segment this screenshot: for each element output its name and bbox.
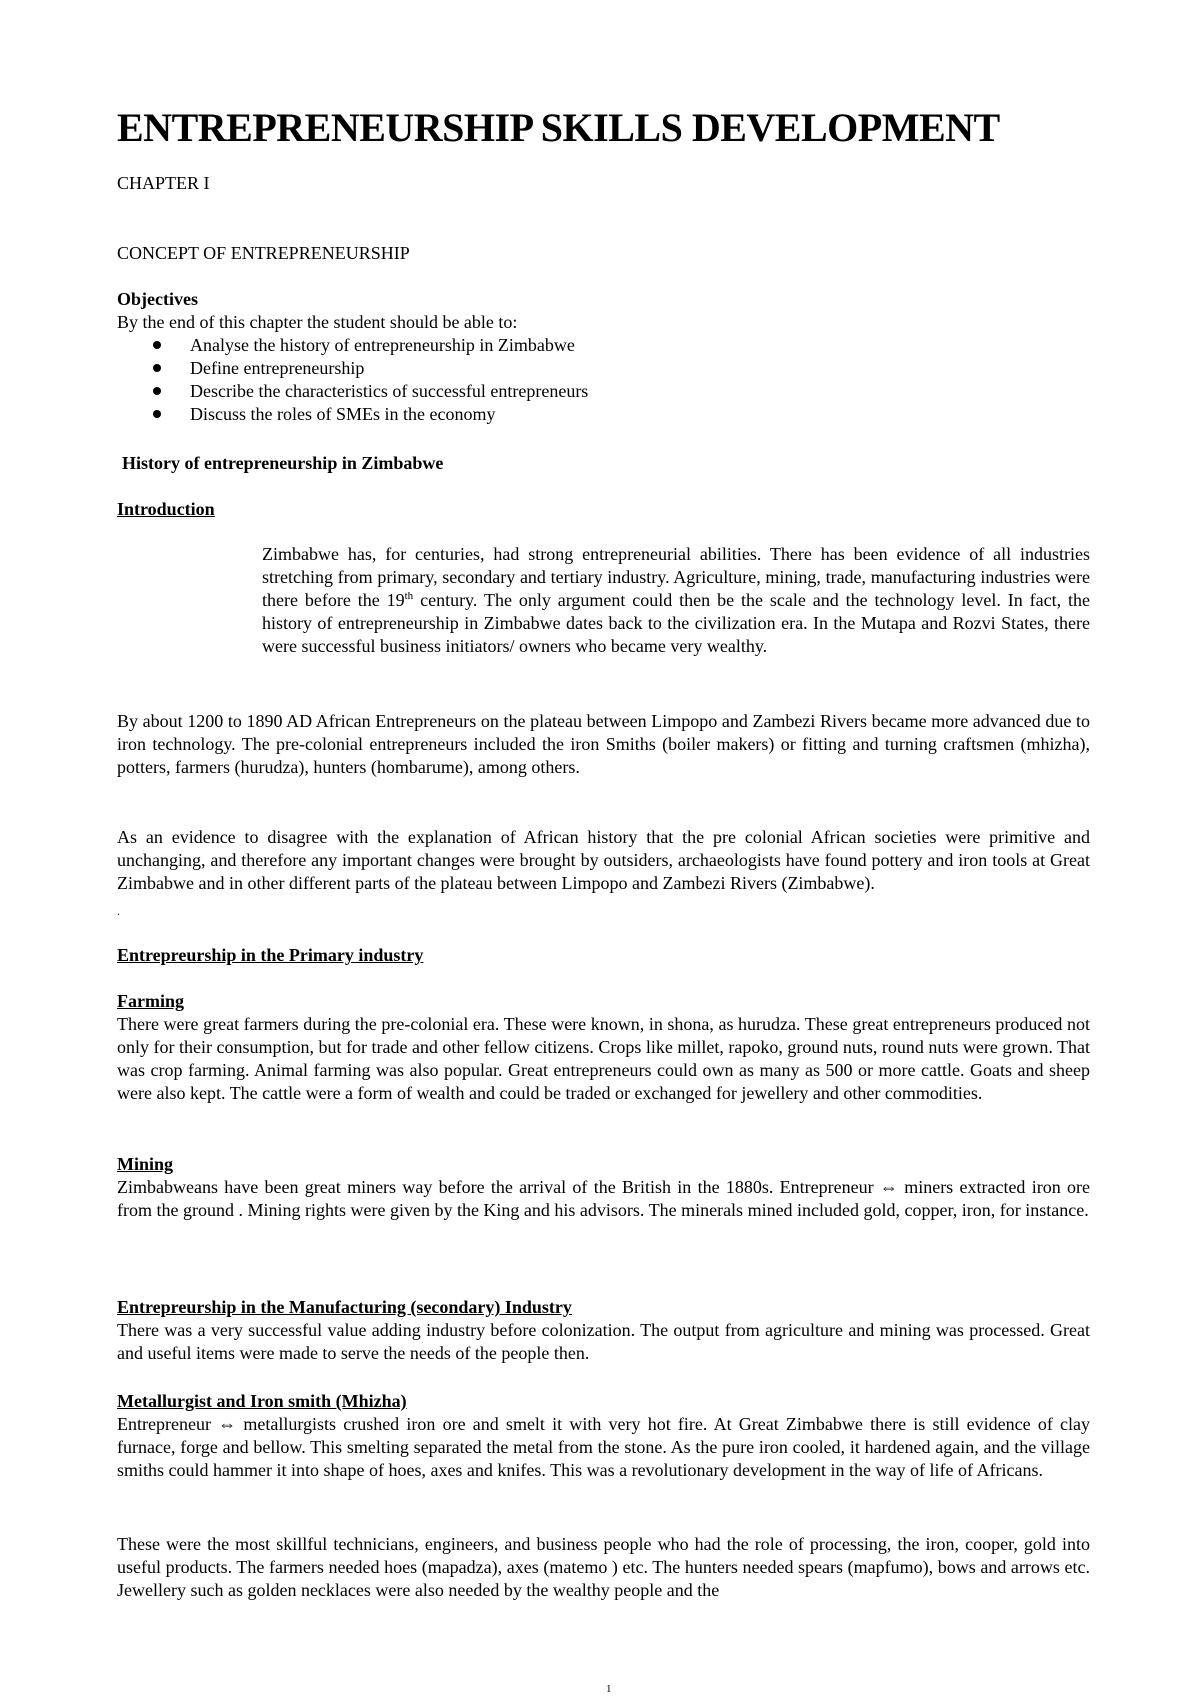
objectives-intro: By the end of this chapter the student should be able to:: [117, 312, 518, 332]
introduction-heading: Introduction: [117, 499, 215, 519]
manufacturing-section: [117, 1296, 1090, 1365]
double-arrow-icon: ⇔: [218, 1414, 237, 1434]
farming-heading: Farming: [117, 991, 184, 1011]
intro-paragraph-2: By about 1200 to 1890 AD African Entrepreneurs on the plateau between Limpopo and Zambezi Rivers became more advanced due to iron technology. The pre-colonial entrepreneurs included the iron Smiths (boiler makers) or fitting and turning craftsmen (mhizha), potters, farmers (hurudza), hunters (hombarume), among others.: [117, 711, 1090, 777]
document-title: ENTREPRENEURSHIP SKILLS DEVELOPMENT: [117, 105, 1000, 150]
mining-heading: Mining: [117, 1154, 174, 1174]
manufacturing-paragraph: There was a very successful value adding industry before colonization. The output from agriculture and mining was processed. Great and useful items were made to serve the needs of the people then.: [117, 1320, 1090, 1363]
stray-dot: .: [117, 904, 120, 918]
metallurgist-section: [117, 1390, 1090, 1482]
primary-industry-heading: Entrepreurship in the Primary industry: [117, 945, 424, 965]
page-number: 1: [606, 1683, 612, 1695]
bullet-icon: [153, 341, 161, 349]
history-heading: History of entrepreneurship in Zimbabwe: [122, 453, 444, 473]
objective-item: Describe the characteristics of successful entrepreneurs: [117, 380, 1090, 403]
bullet-icon: [153, 387, 161, 395]
bullet-icon: [153, 410, 161, 418]
objective-item: Discuss the roles of SMEs in the economy: [117, 403, 1090, 426]
manufacturing-heading: Entrepreurship in the Manufacturing (secondary) Industry: [117, 1297, 572, 1317]
intro-paragraph-3: As an evidence to disagree with the explanation of African history that the pre colonial African societies were primitive and unchanging, and therefore any important changes were brought by outsiders, archaeologists have found pottery and iron tools at Great Zimbabwe and in other different parts of the plateau between Limpopo and Zambezi Rivers (Zimbabwe).: [117, 827, 1090, 893]
objective-item: Define entrepreneurship: [117, 357, 1090, 380]
mining-paragraph: Zimbabweans have been great miners way before the arrival of the British in the 1880s. Entrepreneur ⇔ miners extracted iron ore from the ground . Mining rights were given by the King and his advisors. The minerals mined included gold, copper, iron, for instance.: [117, 1177, 1090, 1220]
objectives-section: [117, 288, 1090, 426]
intro-paragraph-1: Zimbabwe has, for centuries, had strong entrepreneurial abilities. There has been evidence of all industries stretching from primary, secondary and tertiary industry. Agriculture, mining, trade, manufacturing industries were there before the 19th century. The only argument could then be the scale and the technology level. In fact, the history of entrepreneurship in Zimbabwe dates back to the civilization era. In the Mutapa and Rozvi States, there were successful business initiators/ owners who became very wealthy.: [262, 544, 1090, 656]
objectives-heading: Objectives: [117, 289, 198, 309]
chapter-title: CONCEPT OF ENTREPRENEURSHIP: [117, 243, 410, 263]
mining-section: [117, 1153, 1090, 1222]
farming-section: [117, 990, 1090, 1105]
metallurgist-paragraph: Entrepreneur ⇔ metallurgists crushed iron ore and smelt it with very hot fire. At Great Zimbabwe there is still evidence of clay furnace, forge and bellow. This smelting separated the metal from the stone. As the pure iron cooled, it hardened again, and the village smiths could hammer it into shape of hoes, axes and knifes. This was a revolutionary development in the way of life of Africans.: [117, 1414, 1091, 1480]
objectives-list: [117, 334, 1090, 426]
objective-item: Analyse the history of entrepreneurship in Zimbabwe: [117, 334, 1090, 357]
metallurgist-heading: Metallurgist and Iron smith (Mhizha): [117, 1391, 407, 1411]
chapter-label: CHAPTER I: [117, 173, 210, 193]
farming-paragraph: There were great farmers during the pre-colonial era. These were known, in shona, as hurudza. These great entrepreneurs produced not only for their consumption, but for trade and other fellow citizens. Crops like millet, rapoko, ground nuts, round nuts were grown. That was crop farming. Animal farming was also popular. Great entrepreneurs could own as many as 500 or more cattle. Goats and sheep were also kept. The cattle were a form of wealth and could be traded or exchanged for jewellery and other commodities.: [117, 1014, 1090, 1103]
bullet-icon: [153, 364, 161, 372]
technicians-paragraph: These were the most skillful technicians, engineers, and business people who had the role of processing, the iron, cooper, gold into useful products. The farmers needed hoes (mapadza), axes (matemo ) etc. The hunters needed spears (mapfumo), bows and arrows etc. Jewellery such as golden necklaces were also needed by the wealthy people and the: [117, 1534, 1090, 1600]
double-arrow-icon: ⇔: [879, 1177, 898, 1197]
